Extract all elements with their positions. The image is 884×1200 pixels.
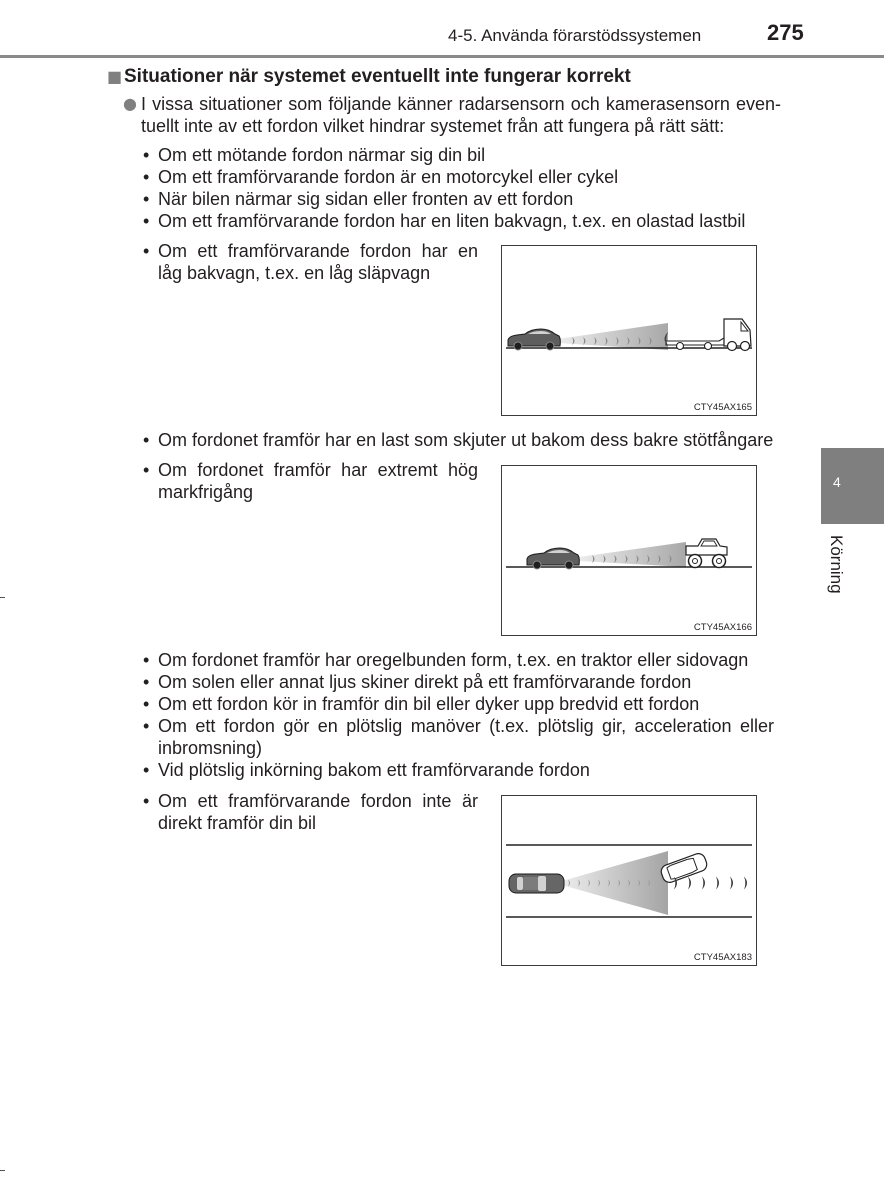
list-item-text: låg bakvagn, t.ex. en låg släpvagn: [158, 263, 431, 283]
illustration-high-clearance: [502, 466, 756, 635]
heading-square-marker: ■: [107, 67, 123, 86]
list-item-text: Om solen eller annat ljus skiner direkt på ett framförvarande fordon: [158, 672, 692, 692]
list-item-text: markfrigång: [158, 482, 254, 502]
figure-code: CTY45AX183: [693, 952, 752, 963]
intro-dot-marker: ●: [123, 94, 137, 113]
section-heading: Situationer när systemet eventuellt inte fungerar korrekt: [124, 66, 631, 87]
bullet-marker: •: [143, 145, 150, 165]
chapter-tab: [821, 448, 884, 524]
bullet-marker: •: [143, 694, 150, 714]
bullet-marker: •: [143, 760, 150, 780]
bullet-marker: •: [143, 672, 150, 692]
list-item-text: När bilen närmar sig sidan eller fronten av ett fordon: [158, 189, 574, 209]
intro-paragraph: [141, 93, 781, 137]
list-item-text: Om fordonet framför har extremt hög: [158, 460, 478, 480]
list-item-text: Om ett mötande fordon närmar sig din bil: [158, 145, 486, 165]
list-item-text: Om ett framförvarande fordon har en liten bakvagn, t.ex. en olastad lastbil: [158, 211, 746, 231]
figure-offset-vehicle: [501, 795, 757, 966]
crop-mark: [0, 1170, 5, 1171]
list-item-text: Om ett framförvarande fordon har en: [158, 241, 478, 261]
bullet-marker: •: [143, 460, 150, 480]
radar-wave-arc: [688, 877, 691, 890]
figure-low-trailer: [501, 245, 757, 416]
own-car: [527, 548, 579, 569]
bullet-marker: •: [143, 791, 150, 811]
list-item-text: Om ett fordon kör in framför din bil eller dyker upp bredvid ett fordon: [158, 694, 700, 714]
page-number: 275: [767, 20, 804, 45]
figure-code: CTY45AX166: [693, 622, 752, 633]
section-title: 4-5. Använda förarstödssystemen: [448, 26, 702, 45]
chapter-number: 4: [833, 474, 841, 490]
radar-wave-arc: [702, 877, 705, 890]
list-item-text: Vid plötslig inkörning bakom ett framförvarande fordon: [158, 760, 590, 780]
list-item-text: direkt framför din bil: [158, 813, 317, 833]
bullet-marker: •: [143, 650, 150, 670]
list-item-text: Om fordonet framför har en last som skjuter ut bakom dess bakre stötfångare: [158, 430, 774, 450]
radar-wave-arc: [716, 877, 719, 890]
intro-text-line: I vissa situationer som följande känner radarsensorn och kamerasensorn even-: [141, 94, 781, 114]
bullet-marker: •: [143, 430, 150, 450]
own-car: [508, 329, 560, 350]
intro-text-line: tuellt inte av ett fordon vilket hindrar systemet från att fungera på rätt sätt:: [141, 116, 725, 136]
radar-wave-arc: [744, 877, 747, 890]
radar-beam: [579, 542, 686, 567]
list-item-text: Om ett fordon gör en plötslig manöver (t.ex. plötslig gir, acceleration eller: [158, 716, 774, 736]
low-trailer-truck: [666, 319, 751, 351]
figure-high-clearance: [501, 465, 757, 636]
bullet-marker: •: [143, 211, 150, 231]
illustration-offset-vehicle: [502, 796, 756, 965]
crop-mark: [0, 597, 5, 598]
bullet-marker: •: [143, 716, 150, 736]
bullet-marker: •: [143, 241, 150, 261]
bullet-marker: •: [143, 167, 150, 187]
list-item-text: inbromsning): [158, 738, 263, 758]
bullet-marker: •: [143, 189, 150, 209]
list-item-text: Om fordonet framför har oregelbunden form, t.ex. en traktor eller sidovagn: [158, 650, 749, 670]
figure-code: CTY45AX165: [693, 402, 752, 413]
radar-beam: [558, 323, 668, 350]
lifted-truck: [686, 539, 727, 568]
list-item-text: Om ett framförvarande fordon är en motorcykel eller cykel: [158, 167, 619, 187]
list-item-text: Om ett framförvarande fordon inte är: [158, 791, 478, 811]
chapter-title: Körning: [827, 535, 846, 594]
radar-wave-arc: [730, 877, 733, 890]
own-car-top-view: [509, 874, 564, 893]
illustration-low-trailer: [502, 246, 756, 415]
radar-beam: [562, 851, 668, 915]
header-rule: [0, 55, 884, 58]
